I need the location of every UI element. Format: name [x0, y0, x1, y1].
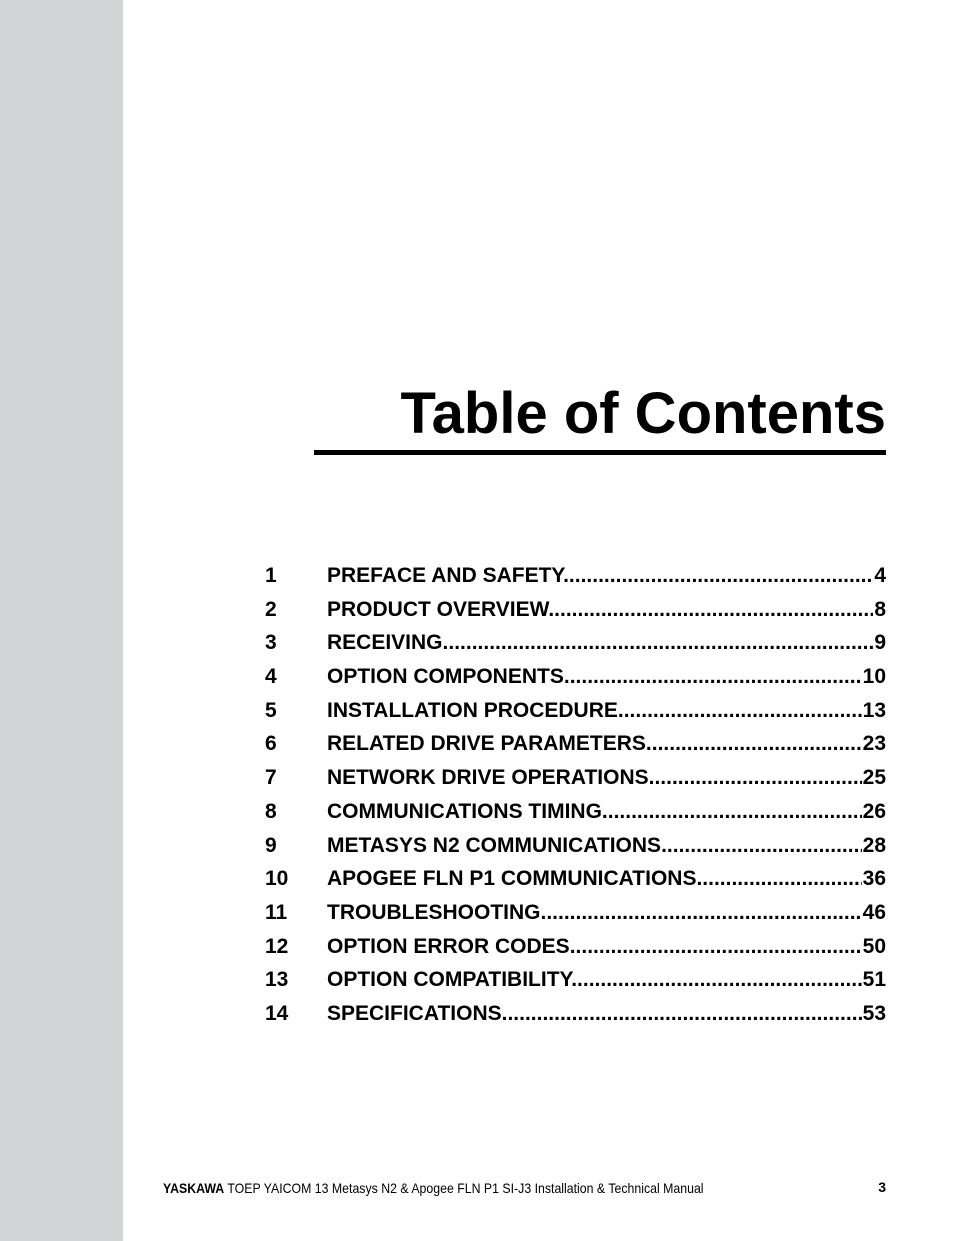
left-margin-band	[0, 0, 123, 1241]
toc-item-page: 4	[873, 561, 886, 591]
toc-item-number: 13	[265, 968, 289, 992]
toc-item-label: METASYS N2 COMMUNICATIONS .....	[327, 831, 886, 861]
toc-item-label: OPTION ERROR CODES .....	[327, 932, 886, 962]
toc-item-number: 7	[265, 766, 277, 790]
toc-item-8[interactable]	[265, 797, 886, 831]
page-footer	[163, 1178, 704, 1198]
toc-item-1[interactable]	[265, 561, 886, 595]
toc-item-number: 8	[265, 799, 277, 823]
toc-item-number: 6	[265, 732, 277, 756]
toc-item-number: 14	[265, 1001, 289, 1025]
toc-item-page: 26	[862, 797, 886, 827]
page-number: 3	[878, 1179, 886, 1195]
toc-item-label: RECEIVING .....	[327, 628, 886, 658]
toc-item-label: PRODUCT OVERVIEW .....	[327, 595, 886, 625]
toc-item-page: 46	[862, 898, 886, 928]
toc-item-page: 13	[862, 696, 886, 726]
toc-item-number: 12	[265, 934, 289, 958]
toc-item-page: 10	[862, 662, 886, 692]
page-title: Table of Contents	[400, 381, 886, 446]
toc-item-number: 11	[265, 900, 288, 924]
toc-item-page: 25	[862, 763, 886, 793]
toc-item-page: 50	[862, 932, 886, 962]
toc-item-page: 8	[873, 595, 886, 625]
toc-item-7[interactable]	[265, 763, 886, 797]
footer-brand: YASKAWA	[163, 1180, 225, 1196]
toc-item-page: 36	[862, 864, 886, 894]
toc-item-number: 9	[265, 833, 277, 857]
toc-item-number: 1	[265, 564, 277, 587]
toc-item-3[interactable]	[265, 628, 886, 662]
toc-item-label: OPTION COMPATIBILITY .....	[327, 965, 886, 995]
toc-item-page: 23	[862, 729, 886, 759]
toc-item-13[interactable]	[265, 965, 886, 999]
toc-item-12[interactable]	[265, 932, 886, 966]
toc-item-page: 9	[873, 628, 886, 658]
table-of-contents	[265, 561, 886, 1033]
toc-item-label: RELATED DRIVE PARAMETERS .....	[327, 729, 886, 759]
toc-item-label: TROUBLESHOOTING .....	[327, 898, 886, 928]
toc-item-5[interactable]	[265, 696, 886, 730]
footer-manual-title: TOEP YAICOM 13 Metasys N2 & Apogee FLN P1 SI-J3 Installation & Technical Manual	[224, 1180, 704, 1196]
toc-item-label: SPECIFICATIONS .....	[327, 999, 886, 1029]
toc-item-number: 5	[265, 698, 277, 722]
toc-item-10[interactable]	[265, 864, 886, 898]
toc-item-4[interactable]	[265, 662, 886, 696]
toc-item-page: 51	[862, 965, 886, 995]
toc-item-2[interactable]	[265, 595, 886, 629]
toc-item-11[interactable]	[265, 898, 886, 932]
toc-item-number: 3	[265, 631, 277, 655]
toc-item-label: COMMUNICATIONS TIMING .....	[327, 797, 886, 827]
toc-item-number: 4	[265, 665, 277, 689]
toc-item-label: INSTALLATION PROCEDURE .....	[327, 696, 886, 726]
toc-item-label: NETWORK DRIVE OPERATIONS .....	[327, 763, 886, 793]
title-underline	[314, 450, 886, 455]
toc-item-6[interactable]	[265, 729, 886, 763]
toc-item-14[interactable]	[265, 999, 886, 1033]
toc-item-page: 28	[862, 831, 886, 861]
toc-item-label: OPTION COMPONENTS .....	[327, 662, 886, 692]
toc-item-number: 2	[265, 597, 277, 621]
toc-item-label: APOGEE FLN P1 COMMUNICATIONS .....	[327, 864, 886, 894]
toc-item-label: PREFACE AND SAFETY .....	[327, 561, 886, 591]
toc-item-page: 53	[862, 999, 886, 1029]
toc-item-number: 10	[265, 867, 289, 891]
toc-item-9[interactable]	[265, 831, 886, 865]
